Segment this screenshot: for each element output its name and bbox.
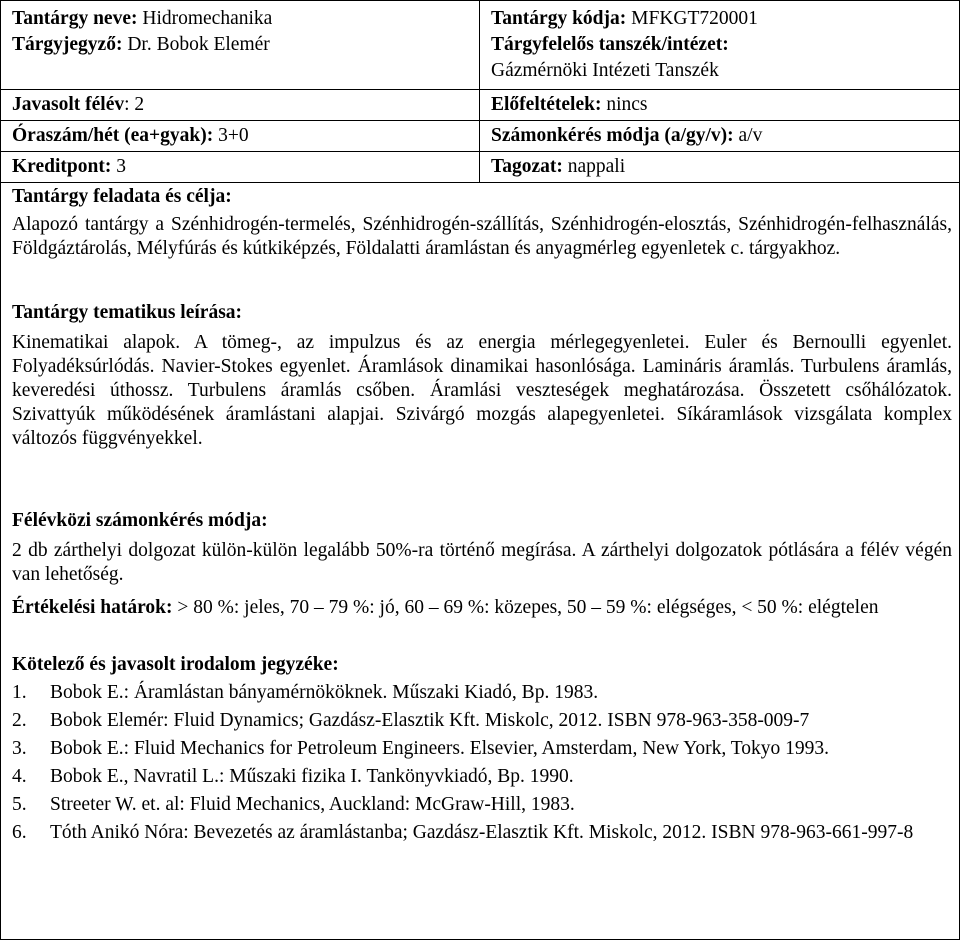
header-column-divider [479, 1, 480, 183]
exam-type-cell [491, 124, 762, 148]
department-label: Tárgyfelelős tanszék/intézet: [491, 34, 729, 55]
header-row-divider [1, 89, 959, 90]
goal-text: Alapozó tantárgy a Szénhidrogén-termelés, Szénhidrogén-szállítás, Szénhidrogén-elosztás, Szénhidrogén-felhasználás, Földgáztárolás, Mélyfúrás és kútkiképzés, Földalatti áramlástan és anyagmérleg egyenletek c. tárgyakhoz. [12, 214, 952, 259]
grading-text: > 80 %: jeles, 70 – 79 %: jó, 60 – 69 %: közepes, 50 – 59 %: elégséges, < 50 %: elégtelen [177, 597, 879, 618]
exam-type-value: a/v [738, 125, 763, 146]
literature-item-text: Streeter W. et. al: Fluid Mechanics, Auckland: McGraw-Hill, 1983. [50, 794, 575, 815]
subject-code-label: Tantárgy kódja: [491, 8, 627, 29]
prerequisites-value: nincs [606, 94, 648, 115]
prerequisites-cell [491, 93, 648, 117]
subject-name-cell [12, 7, 272, 31]
schedule-cell [491, 155, 625, 179]
literature-item-number: 2. [12, 710, 27, 731]
credit-value: 3 [116, 156, 126, 177]
schedule-value: nappali [567, 156, 626, 177]
coordinator-label: Tárgyjegyző: [12, 34, 123, 55]
literature-item-number: 5. [12, 794, 27, 815]
credit-label: Kreditpont: [12, 156, 112, 177]
semester-value: : 2 [124, 94, 145, 115]
literature-item-number: 1. [12, 682, 27, 703]
literature-item [12, 765, 952, 789]
literature-list [12, 681, 952, 845]
hours-value: 3+0 [218, 125, 249, 146]
literature-item-text: Bobok E., Navratil L.: Műszaki fizika I. Tankönyvkiadó, Bp. 1990. [50, 766, 574, 787]
grading-paragraph [12, 596, 952, 620]
coordinator-cell [12, 33, 270, 57]
header-row-divider [1, 182, 959, 183]
literature-item-number: 6. [12, 822, 27, 843]
literature-item [12, 709, 952, 733]
subject-code-value: MFKGT720001 [631, 8, 758, 29]
subject-code-cell [491, 7, 758, 31]
literature-item [12, 681, 952, 705]
hours-label: Óraszám/hét (ea+gyak): [12, 125, 214, 146]
header-row-divider [1, 151, 959, 152]
literature-item [12, 793, 952, 817]
topics-text: Kinematikai alapok. A tömeg-, az impulzus és az energia mérlegegyenletei. Euler és Bernoulli egyenlet. Folyadéksúrlódás. Navier-Stokes egyenlet. Áramlások dinamikai hasonlósága. Lamináris áramlás. Turbulens áramlás, keveredési úthossz. Turbulens áramlás csőben. Áramlási veszteségek meghatározása. Összetett csőhálózatok. Szivattyúk működésének áramlástani alapjai. Szivárgó mozgás alapegyenletei. Síkáramlások vizsgálata komplex változós függvényekkel. [12, 332, 952, 449]
header-row-divider [1, 120, 959, 121]
schedule-label: Tagozat: [491, 156, 563, 177]
goal-heading: Tantárgy feladata és célja: [12, 186, 232, 207]
literature-item-text: Bobok E.: Fluid Mechanics for Petroleum Engineers. Elsevier, Amsterdam, New York, Tokyo 1993. [50, 738, 830, 759]
department-value: Gázmérnöki Intézeti Tanszék [491, 60, 719, 81]
literature-list-container [12, 681, 952, 845]
subject-name-value: Hidromechanika [142, 8, 273, 29]
topics-heading: Tantárgy tematikus leírása: [12, 302, 243, 323]
literature-item-number: 4. [12, 766, 27, 787]
literature-item [12, 821, 952, 845]
literature-item-text: Tóth Anikó Nóra: Bevezetés az áramlástanba; Gazdász-Elasztik Kft. Miskolc, 2012. ISBN 978-963-661-997-8 [50, 822, 914, 843]
midterm-heading: Félévközi számonkérés módja: [12, 510, 268, 531]
coordinator-value: Dr. Bobok Elemér [127, 34, 270, 55]
midterm-text: 2 db zárthelyi dolgozat külön-külön legalább 50%-ra történő megírása. A zárthelyi dolgozatok pótlására a félév végén van lehetőség. [12, 540, 952, 585]
exam-type-label: Számonkérés módja (a/gy/v): [491, 125, 734, 146]
semester-cell [12, 93, 144, 117]
semester-label: Javasolt félév [12, 94, 125, 115]
grading-label: Értékelési határok: [12, 597, 173, 618]
hours-cell [12, 124, 249, 148]
literature-item-number: 3. [12, 738, 27, 759]
credit-cell [12, 155, 126, 179]
prerequisites-label: Előfeltételek: [491, 94, 602, 115]
subject-name-label: Tantárgy neve: [12, 8, 138, 29]
literature-item-text: Bobok Elemér: Fluid Dynamics; Gazdász-Elasztik Kft. Miskolc, 2012. ISBN 978-963-358-009-7 [50, 710, 810, 731]
literature-item [12, 737, 952, 761]
literature-item-text: Bobok E.: Áramlástan bányamérnököknek. Műszaki Kiadó, Bp. 1983. [50, 682, 599, 703]
literature-heading: Kötelező és javasolt irodalom jegyzéke: [12, 654, 339, 675]
